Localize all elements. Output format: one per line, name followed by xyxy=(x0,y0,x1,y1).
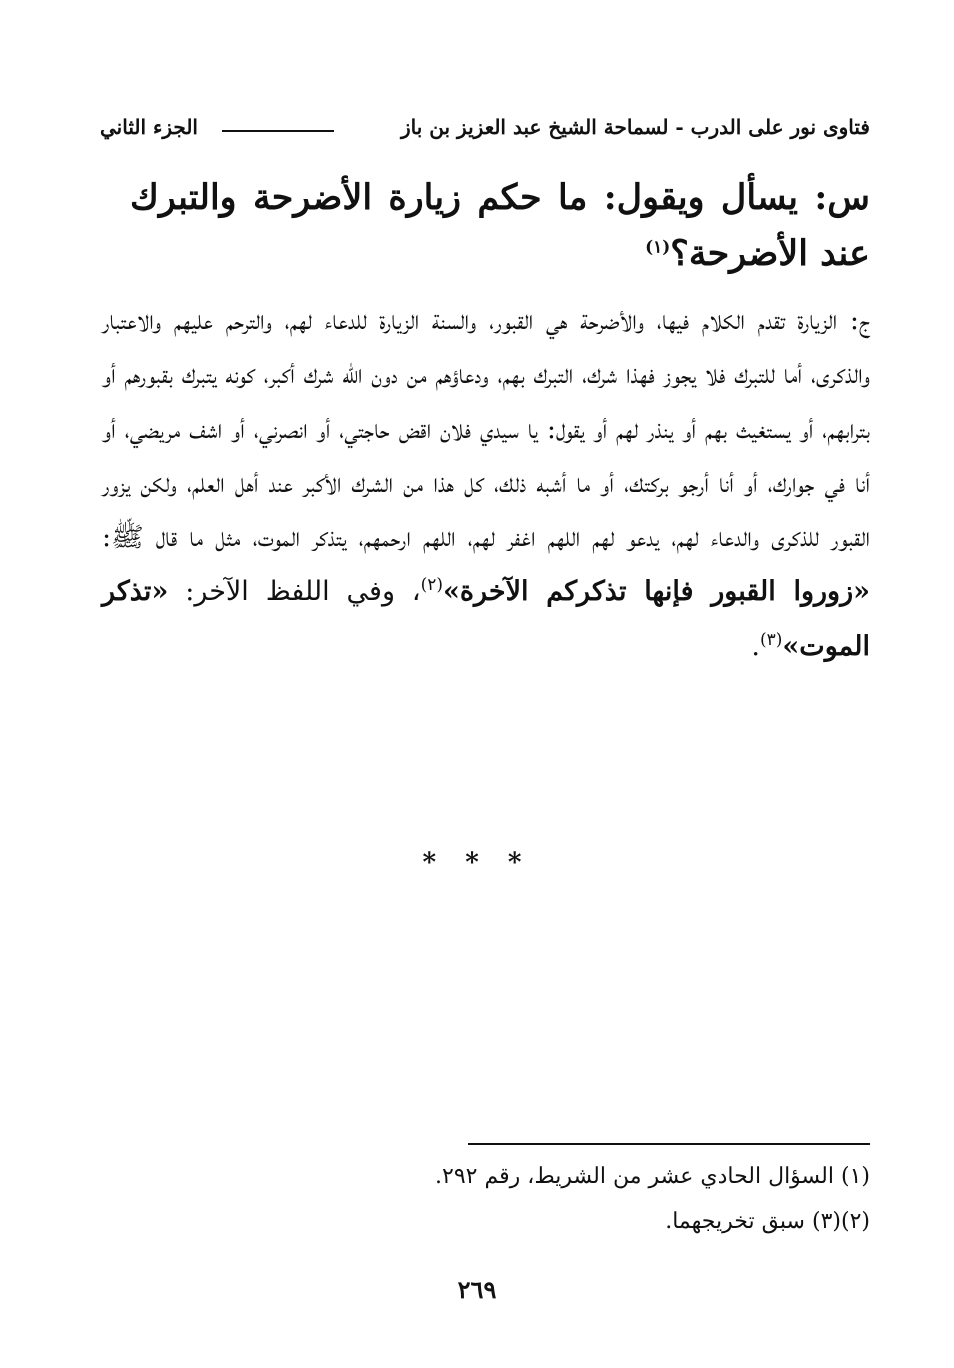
footnotes xyxy=(270,1154,870,1244)
answer-paragraph xyxy=(102,294,870,674)
answer-body: ج: الزيارة تقدم الكلام فيها، والأضرحة هي القبور، والسنة الزيارة للدعاء لهم، والترحم عليهم والاعتبار والذكرى، أما للتبرك فلا يجوز فهذا شرك، التبرك بهم، ودعاؤهم من دون الله شرك أكبر، كونه يتبرك بقبورهم أو بترابهم، أو يستغيث بهم أو ينذر لهم أو يقول: يا سيدي فلان اقض حاجتي، أو انصرني، أو اشف مريضي، أو أنا في جوارك، أو أنا أرجو بركتك، أو ما أشبه ذلك، كل هذا من الشرك الأكبر عند أهل العلم، ولكن يزور القبور للذكرى والدعاء لهم، يدعو لهم اللهم اغفر لهم، اللهم ارحمهم، يتذكر الموت، مثل ما قال ﷺ: xyxy=(102,305,870,554)
footnote-rule xyxy=(468,1143,870,1145)
answer-connector: ، وفي اللفظ الآخر: xyxy=(168,576,421,608)
header-rule xyxy=(222,130,334,132)
running-header xyxy=(100,110,870,144)
page-number: ٢٦٩ xyxy=(457,1275,497,1304)
footnote-ref-2: (٢) xyxy=(420,575,444,596)
answer-end: . xyxy=(751,630,760,662)
header-part-label: الجزء الثاني xyxy=(100,115,198,139)
header-series-title: فتاوى نور على الدرب - لسماحة الشيخ عبد العزيز بن باز xyxy=(401,115,870,139)
footnote-ref-3: (٣) xyxy=(759,629,783,650)
footnote-2: (٢)(٣) سبق تخريجهما. xyxy=(665,1209,870,1234)
hadith-quote-1: «زوروا القبور فإنها تذكركم الآخرة» xyxy=(443,576,870,608)
footnote-1: (١) السؤال الحادي عشر من الشريط، رقم ٢٩٢. xyxy=(435,1164,870,1189)
hadith-quote-2: «تذكر الموت» xyxy=(102,576,870,662)
footnote-ref-1: (١) xyxy=(645,237,671,258)
question-heading xyxy=(130,170,870,282)
section-separator: * * * xyxy=(422,848,532,878)
question-text: س: يسأل ويقول: ما حكم زيارة الأضرحة والتبرك عند الأضرحة؟ xyxy=(130,177,870,274)
